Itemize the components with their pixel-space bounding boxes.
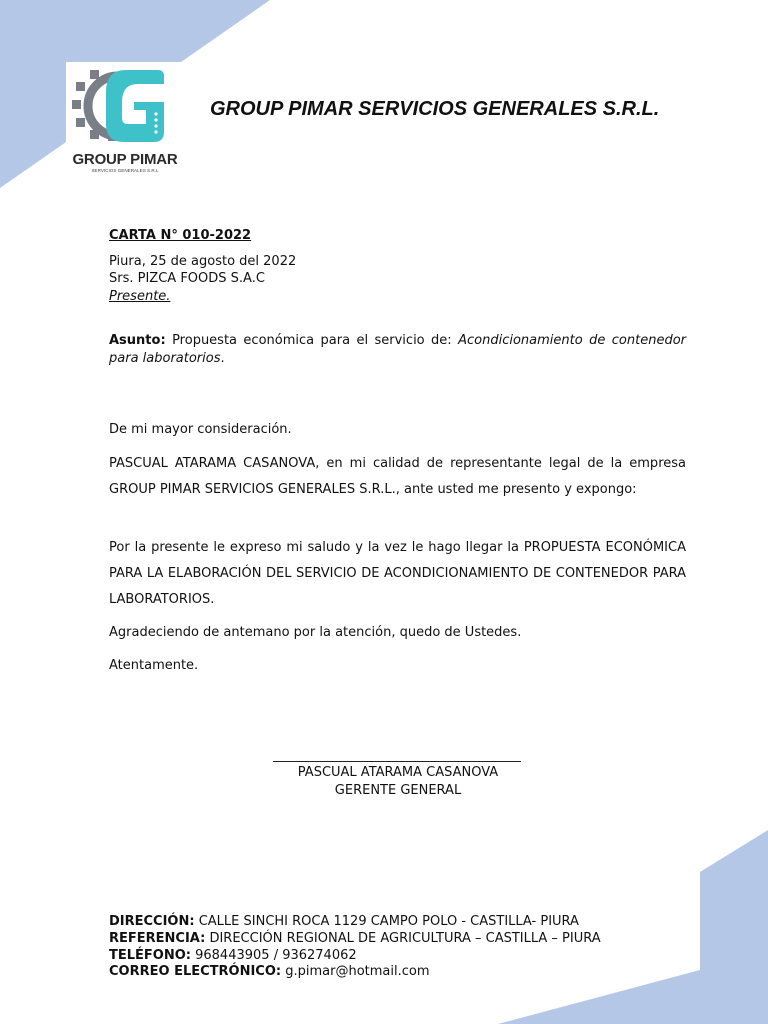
footer-address bbox=[109, 914, 579, 931]
footer-reference bbox=[109, 931, 601, 948]
footer-phone bbox=[109, 948, 357, 965]
footer-email bbox=[109, 964, 430, 981]
address-value: CALLE SINCHI ROCA 1129 CAMPO POLO - CASTILLA- PIURA bbox=[194, 914, 579, 929]
letter-presente: Presente. bbox=[109, 289, 171, 304]
subject-italic: Acondicionamiento de contenedor para laboratorios bbox=[109, 333, 686, 366]
signature-title: GERENTE GENERAL bbox=[334, 783, 462, 798]
email-label: CORREO ELECTRÓNICO: bbox=[109, 964, 282, 979]
phone-value: 968443905 / 936274062 bbox=[190, 948, 357, 963]
address-label: DIRECCIÓN: bbox=[109, 914, 195, 929]
gear-g-icon bbox=[66, 62, 184, 152]
paragraph-2: Por la presente le expreso mi saludo y la vez le hago llegar la PROPUESTA ECONÓMICA PARA LA ELABORACIÓN DEL SERVICIO DE ACONDICIONAMIENTO DE CONTENEDOR PARA LABORATORIOS. bbox=[109, 540, 686, 607]
reference-value: DIRECCIÓN REGIONAL DE AGRICULTURA – CASTILLA – PIURA bbox=[205, 931, 601, 946]
letter-closing: Atentamente. bbox=[109, 658, 199, 673]
signature-name: PASCUAL ATARAMA CASANOVA bbox=[297, 765, 499, 780]
letter-number: CARTA N° 010-2022 bbox=[109, 228, 252, 243]
signature-line bbox=[273, 761, 521, 762]
letter-date: Piura, 25 de agosto del 2022 bbox=[109, 254, 297, 269]
logo-wordmark: GROUP PIMAR bbox=[72, 151, 178, 168]
subject-text: Propuesta económica para el servicio de: bbox=[165, 333, 459, 348]
reference-label: REFERENCIA: bbox=[109, 931, 206, 946]
subject-label: Asunto: bbox=[109, 333, 166, 348]
letter-subject bbox=[109, 332, 686, 368]
company-name: GROUP PIMAR SERVICIOS GENERALES S.R.L. bbox=[210, 98, 660, 120]
email-value: g.pimar@hotmail.com bbox=[281, 964, 430, 979]
letter-greeting: De mi mayor consideración. bbox=[109, 422, 292, 437]
letter-recipient: Srs. PIZCA FOODS S.A.C bbox=[109, 271, 265, 286]
company-logo bbox=[66, 62, 184, 180]
logo-subtitle: SERVICIOS GENERALES S.R.L bbox=[91, 168, 159, 173]
paragraph-1: PASCUAL ATARAMA CASANOVA, en mi calidad de representante legal de la empresa GROUP PIMAR SERVICIOS GENERALES S.R.L., ante usted me presento y expongo: bbox=[109, 456, 686, 497]
subject-end: . bbox=[220, 351, 225, 366]
paragraph-3: Agradeciendo de antemano por la atención, quedo de Ustedes. bbox=[109, 625, 522, 640]
phone-label: TELÉFONO: bbox=[109, 948, 191, 963]
